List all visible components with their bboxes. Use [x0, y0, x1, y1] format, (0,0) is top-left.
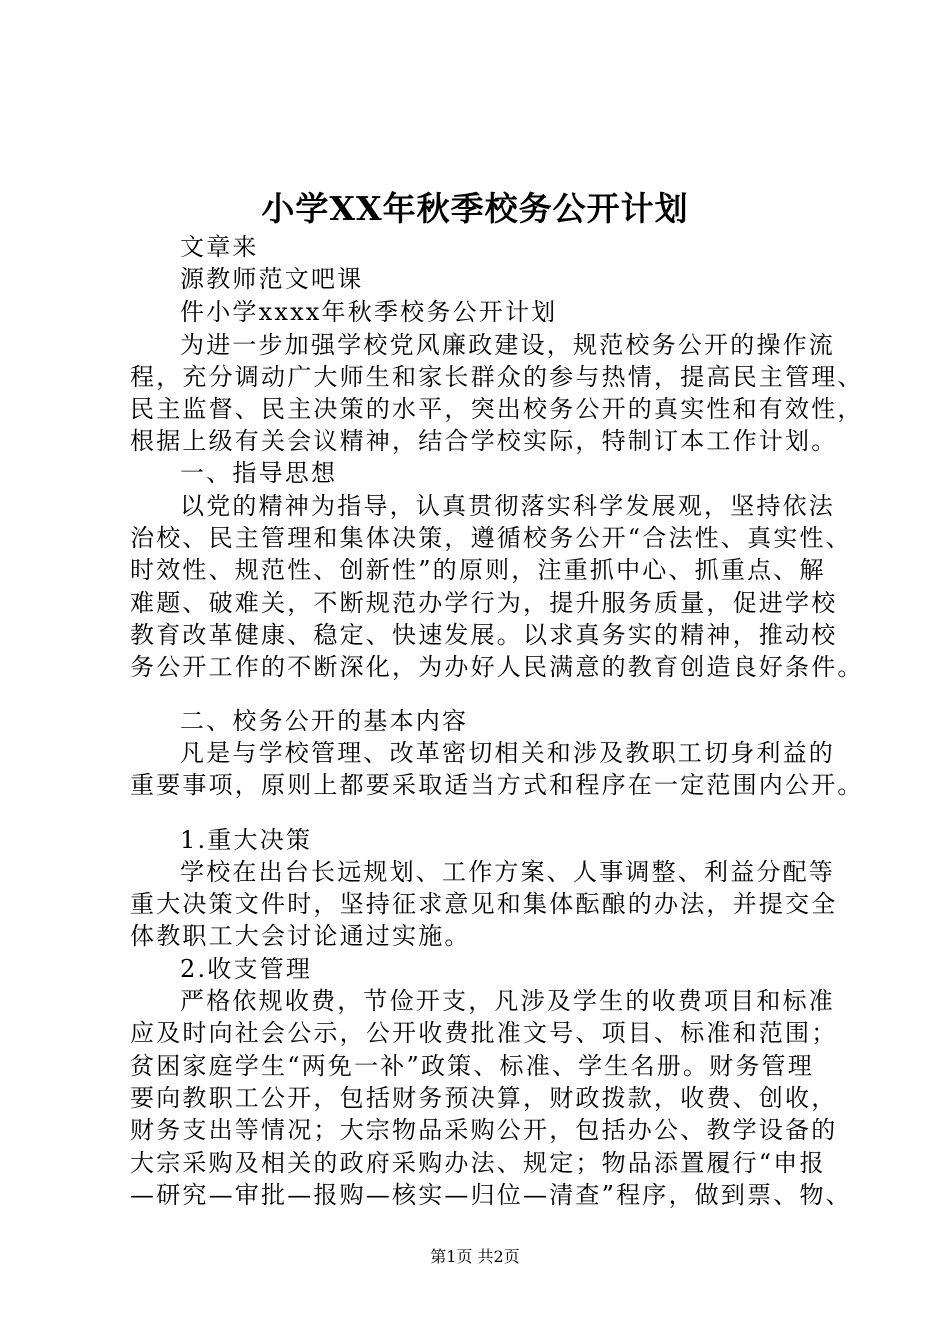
- text-line: 要向教职工公开，包括财务预决算，财政拨款，收费、创收，: [130, 1084, 838, 1112]
- text-line: 教育改革健康、稳定、快速发展。以求真务实的精神，推动校: [130, 621, 838, 649]
- text-line: 重大决策文件时，坚持征求意见和集体酝酿的办法，并提交全: [130, 890, 838, 918]
- text-line: 治校、民主管理和集体决策，遵循校务公开“合法性、真实性、: [130, 524, 852, 552]
- subsection-heading: 1.重大决策: [180, 826, 313, 854]
- text-line: —研究—审批—报购—核实—归位—清查”程序，做到票、物、: [130, 1181, 852, 1209]
- text-line: 贫困家庭学生“两免一补”政策、标准、学生名册。财务管理: [130, 1052, 814, 1080]
- page-number: 第1页 共2页: [430, 1247, 520, 1266]
- text-line: 学校在出台长远规划、工作方案、人事调整、利益分配等: [180, 858, 835, 886]
- document-title: 小学XX年秋季校务公开计划: [261, 189, 689, 228]
- text-line: 体教职工大会讨论通过实施。: [130, 922, 471, 950]
- text-line: 时效性、规范性、创新性”的原则，注重抓中心、抓重点、解: [130, 556, 826, 584]
- text-line: 难题、破难关，不断规范办学行为，提升服务质量，促进学校: [130, 589, 838, 617]
- text-line: 根据上级有关会议精神，结合学校实际，特制订本工作计划。: [130, 427, 838, 455]
- text-line: 以党的精神为指导，认真贯彻落实科学发展观，坚持依法: [180, 492, 835, 520]
- text-line: 严格依规收费，节俭开支，凡涉及学生的收费项目和标准: [180, 987, 835, 1015]
- text-line: 凡是与学校管理、改革密切相关和涉及教职工切身利益的: [180, 739, 835, 767]
- text-line: 源教师范文吧课: [180, 265, 364, 293]
- text-line: 应及时向社会公示，公开收费批准文号、项目、标准和范围；: [130, 1019, 838, 1047]
- text-line: 程，充分调动广大师生和家长群众的参与热情，提高民主管理、: [130, 363, 864, 391]
- text-line: 大宗采购及相关的政府采购办法、规定；物品添置履行“申报: [130, 1149, 826, 1177]
- text-line: 文章来: [180, 233, 259, 261]
- text-line: 民主监督、民主决策的水平，突出校务公开的真实性和有效性，: [130, 395, 864, 423]
- subsection-heading: 2.收支管理: [180, 955, 313, 983]
- text-line: 为进一步加强学校党风廉政建设，规范校务公开的操作流: [180, 331, 835, 359]
- section-heading: 一、指导思想: [180, 459, 338, 487]
- section-heading: 二、校务公开的基本内容: [180, 707, 469, 735]
- text-line: 件小学xxxx年秋季校务公开计划: [180, 298, 558, 326]
- text-line: 财务支出等情况；大宗物品采购公开，包括办公、教学设备的: [130, 1116, 838, 1144]
- text-line: 务公开工作的不断深化，为办好人民满意的教育创造良好条件。: [130, 653, 864, 681]
- text-line: 重要事项，原则上都要采取适当方式和程序在一定范围内公开。: [130, 771, 864, 799]
